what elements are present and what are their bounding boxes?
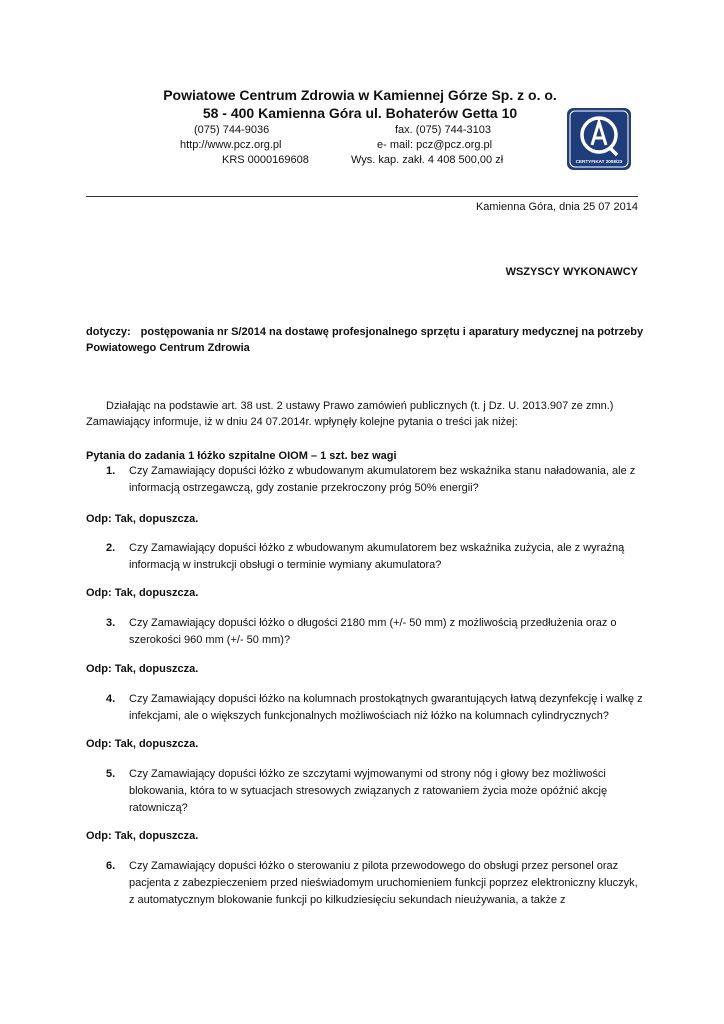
question-6 [86, 858, 646, 909]
question-number: 4. [106, 693, 116, 705]
question-text: Czy Zamawiający dopuści łóżko z wbudowanym akumulatorem bez wskaźnika zużycia, ale z wyraźną informacją w instrukcji obsługi o terminie wymiany akumulatora? [129, 542, 625, 571]
answer-5: Odp: Tak, dopuszcza. [86, 830, 199, 842]
question-3 [86, 615, 646, 649]
company-address: 58 - 400 Kamienna Góra ul. Bohaterów Getta 10 [202, 105, 518, 121]
subject [86, 324, 646, 356]
subject-label: dotyczy: [86, 326, 131, 338]
question-text: Czy Zamawiający dopuści łóżko na kolumnach prostokątnych gwarantujących łatwą dezynfekcję i walkę z infekcjami, ale o większych funkcjonalnych możliwościach niż łóżko na kolumnach cylindrycznych? [129, 693, 643, 722]
email-address[interactable]: e- mail: pcz@pcz.org.pl [377, 139, 493, 151]
subject-text: postępowania nr S/2014 na dostawę profesjonalnego sprzętu i aparatury medycznej na potrzeby Powiatowego Centrum Zdrowia [86, 326, 644, 354]
question-5 [86, 766, 646, 817]
quality-certificate-logo-icon [567, 108, 631, 170]
fax-number: fax. (075) 744-3103 [395, 124, 492, 136]
phone-number: (075) 744-9036 [194, 124, 270, 136]
section-title: Pytania do zadania 1 łóżko szpitalne OIOM – 1 szt. bez wagi [86, 450, 397, 462]
intro-paragraph [86, 398, 642, 430]
question-number: 2. [106, 542, 116, 554]
question-number: 6. [106, 860, 116, 872]
header-divider [86, 196, 638, 197]
logo-caption: CERTYFIKAT 2008/23 [575, 159, 623, 164]
question-text: Czy Zamawiający dopuści łóżko o długości 2180 mm (+/- 50 mm) z możliwością przedłużenia oraz o szerokości 960 mm (+/- 50 mm)? [129, 617, 617, 646]
question-text: Czy Zamawiający dopuści łóżko o sterowaniu z pilota przewodowego do obsługi przez personel oraz pacjenta z zabezpieczeniem przed nieświadomym uruchomieniem funkcji poprzez elektroniczny kluczyk, z automatycznym blokowanie funkcji po kilkudziesięciu sekundach nieużywania, a także z [129, 860, 638, 906]
answer-3: Odp: Tak, dopuszcza. [86, 663, 199, 675]
company-name: Powiatowe Centrum Zdrowia w Kamiennej Górze Sp. z o. o. [163, 87, 557, 103]
answer-1: Odp: Tak, dopuszcza. [86, 513, 199, 525]
share-capital: Wys. kap. zakł. 4 408 500,00 zł [351, 154, 504, 166]
question-number: 5. [106, 768, 116, 780]
answer-2: Odp: Tak, dopuszcza. [86, 587, 199, 599]
krs-number: KRS 0000169608 [222, 154, 309, 166]
answer-4: Odp: Tak, dopuszcza. [86, 738, 199, 750]
website-link[interactable]: http://www.pcz.org.pl [180, 139, 282, 151]
question-number: 1. [106, 465, 116, 477]
question-number: 3. [106, 617, 116, 629]
question-4 [86, 691, 646, 725]
question-text: Czy Zamawiający dopuści łóżko z wbudowanym akumulatorem bez wskaźnika stanu naładowania, ale z informacją ostrzegawczą, gdy zostanie przekroczony próg 50% energii? [129, 465, 636, 494]
intro-text: Działając na podstawie art. 38 ust. 2 ustawy Prawo zamówień publicznych (t. j Dz. U. 2013.907 ze zmn.) Zamawiający informuje, iż w dniu 24 07.2014r. wpłynęły kolejne pytania o treści jak niżej: [86, 400, 614, 428]
question-2 [86, 540, 646, 574]
recipient: WSZYSCY WYKONAWCY [505, 266, 638, 278]
question-1 [86, 463, 646, 497]
question-text: Czy Zamawiający dopuści łóżko ze szczytami wyjmowanymi od strony nóg i głowy bez możliwości blokowania, która to w sytuacjach stresowych związanych z ratowaniem życia może opóźnić akcję ratowniczą? [129, 768, 608, 814]
document-date: Kamienna Góra, dnia 25 07 2014 [475, 201, 638, 213]
